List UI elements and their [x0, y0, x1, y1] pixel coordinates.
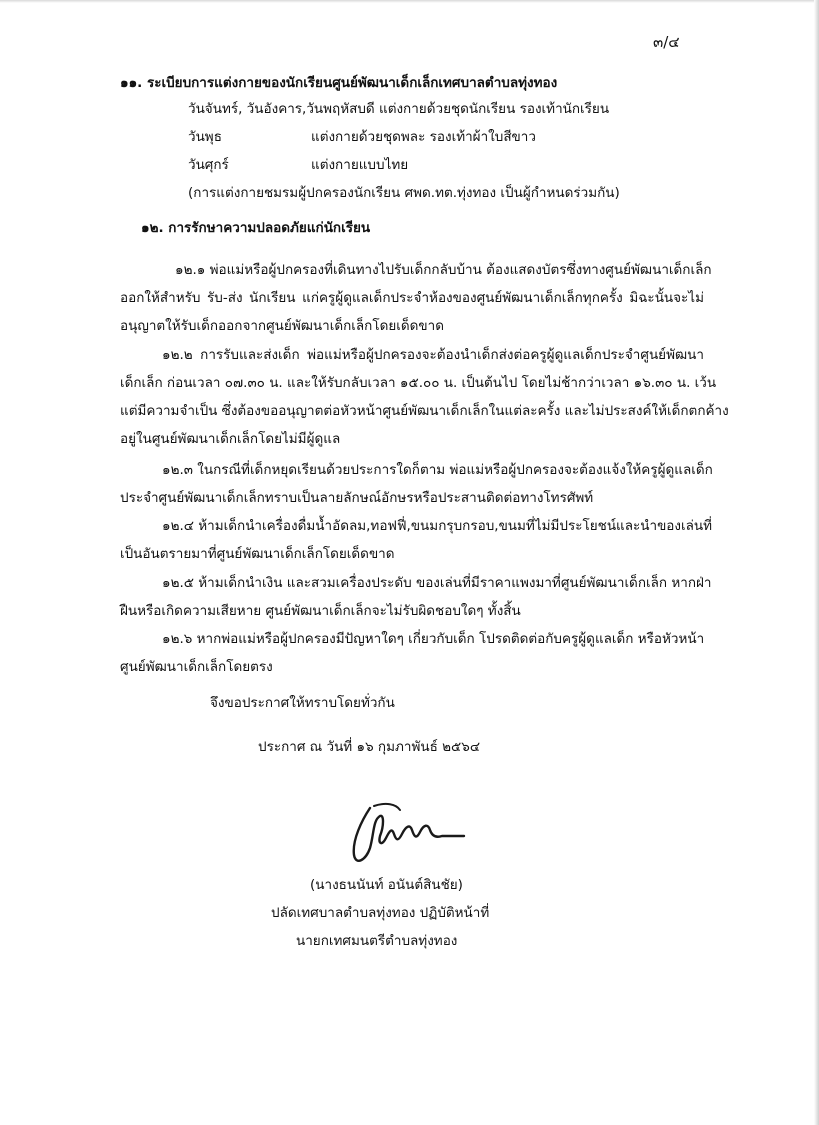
- rule-12-3-line-1: ๑๒.๓ ในกรณีที่เด็กหยุดเรียนด้วยประการใดก็ตาม พ่อแม่หรือผู้ปกครองจะต้องแจ้งให้ครูผู้ดูแลเด็ก: [162, 462, 713, 478]
- rule-12-4-line-1: ๑๒.๔ ห้ามเด็กนำเครื่องดื่มน้ำอัดลม,ทอฟฟี่,ขนมกรุบกรอบ,ขนมที่ไม่มีประโยชน์และนำของเล่นที่: [162, 518, 713, 534]
- rule-12-4-line-2: เป็นอันตรายมาที่ศูนย์พัฒนาเด็กเล็กโดยเด็ดขาด: [120, 546, 395, 562]
- rule-12-1-line-2: ออกให้สำหรับ รับ-ส่ง นักเรียน แก่ครูผู้ดูแลเด็กประจำห้องของศูนย์พัฒนาเด็กเล็กทุกครั้ง มิฉะนั้นจะไม่: [120, 290, 704, 306]
- announcement-date: ประกาศ ณ วันที่ ๑๖ กุมภาพันธ์ ๒๕๖๔: [258, 739, 481, 755]
- signer-title-2: นายกเทศมนตรีตำบลทุ่งทอง: [296, 933, 458, 949]
- rule-12-1-line-3: อนุญาตให้รับเด็กออกจากศูนย์พัฒนาเด็กเล็กโดยเด็ดขาด: [120, 318, 444, 334]
- signer-name: (นางธนนันท์ อนันต์สินชัย): [310, 877, 463, 893]
- rule-12-2-line-2: เด็กเล็ก ก่อนเวลา ๐๗.๓๐ น. และให้รับกลับเวลา ๑๕.๐๐ น. เป็นต้นไป โดยไม่ช้ากว่าเวลา ๑๖.๓๐ น. เว้น: [120, 375, 717, 391]
- signature-image: [340, 800, 470, 870]
- rule-12-6-line-2: ศูนย์พัฒนาเด็กเล็กโดยตรง: [120, 659, 273, 675]
- page-number: ๓/๔: [653, 33, 680, 51]
- rule-12-6-line-1: ๑๒.๖ หากพ่อแม่หรือผู้ปกครองมีปัญหาใดๆ เกี่ยวกับเด็ก โปรดติดต่อกับครูผู้ดูแลเด็ก หรือหัวหน้า: [162, 631, 705, 647]
- rule-12-2-line-4: อยู่ในศูนย์พัฒนาเด็กเล็กโดยไม่มีผู้ดูแล: [120, 431, 341, 447]
- rule-12-2-line-3: แต่มีความจำเป็น ซึ่งต้องขออนุญาตต่อหัวหน้าศูนย์พัฒนาเด็กเล็กในแต่ละครั้ง และไม่ประสงค์ให้เด็กตกค้าง: [120, 403, 729, 419]
- signer-title-1: ปลัดเทศบาลตำบลทุ่งทอง ปฏิบัติหน้าที่: [271, 905, 490, 921]
- section-12-heading: ๑๒. การรักษาความปลอดภัยแก่นักเรียน: [141, 220, 371, 236]
- rule-12-3-line-2: ประจำศูนย์พัฒนาเด็กเล็กทราบเป็นลายลักษณ์อักษรหรือประสานติดต่อทางโทรศัพท์: [120, 490, 594, 506]
- dress-fri-desc: แต่งกายแบบไทย: [311, 157, 409, 173]
- dress-wed-day: วันพุธ: [188, 129, 222, 145]
- rule-12-5-line-1: ๑๒.๕ ห้ามเด็กนำเงิน และสวมเครื่องประดับ ของเล่นที่มีราคาแพงมาที่ศูนย์พัฒนาเด็กเล็ก หากฝ่า: [162, 575, 712, 591]
- dress-note: (การแต่งกายชมรมผู้ปกครองนักเรียน ศพด.ทต.ทุ่งทอง เป็นผู้กำหนดร่วมกัน): [188, 185, 620, 201]
- rule-12-1-line-1: ๑๒.๑ พ่อแม่หรือผู้ปกครองที่เดินทางไปรับเด็กกลับบ้าน ต้องแสดงบัตรซึ่งทางศูนย์พัฒนาเด็กเล็ก: [175, 262, 712, 278]
- rule-12-2-line-1: ๑๒.๒ การรับและส่งเด็ก พ่อแม่หรือผู้ปกครองจะต้องนำเด็กส่งต่อครูผู้ดูแลเด็กประจำศูนย์พัฒนา: [162, 347, 704, 363]
- rule-12-5-line-2: ฝืนหรือเกิดความเสียหาย ศูนย์พัฒนาเด็กเล็กจะไม่รับผิดชอบใดๆ ทั้งสิ้น: [120, 603, 521, 619]
- scan-edge-top: [0, 0, 819, 3]
- section-11-heading: ๑๑. ระเบียบการแต่งกายของนักเรียนศูนย์พัฒนาเด็กเล็กเทศบาลตำบลทุ่งทอง: [120, 75, 558, 91]
- dress-fri-day: วันศุกร์: [188, 157, 229, 173]
- scan-edge-right: [814, 0, 819, 1125]
- dress-mon-tue-thu: วันจันทร์, วันอังคาร,วันพฤหัสบดี แต่งกายด้วยชุดนักเรียน รองเท้านักเรียน: [188, 101, 610, 117]
- closing-statement: จึงขอประกาศให้ทราบโดยทั่วกัน: [210, 695, 395, 711]
- dress-wed-desc: แต่งกายด้วยชุดพละ รองเท้าผ้าใบสีขาว: [311, 129, 536, 145]
